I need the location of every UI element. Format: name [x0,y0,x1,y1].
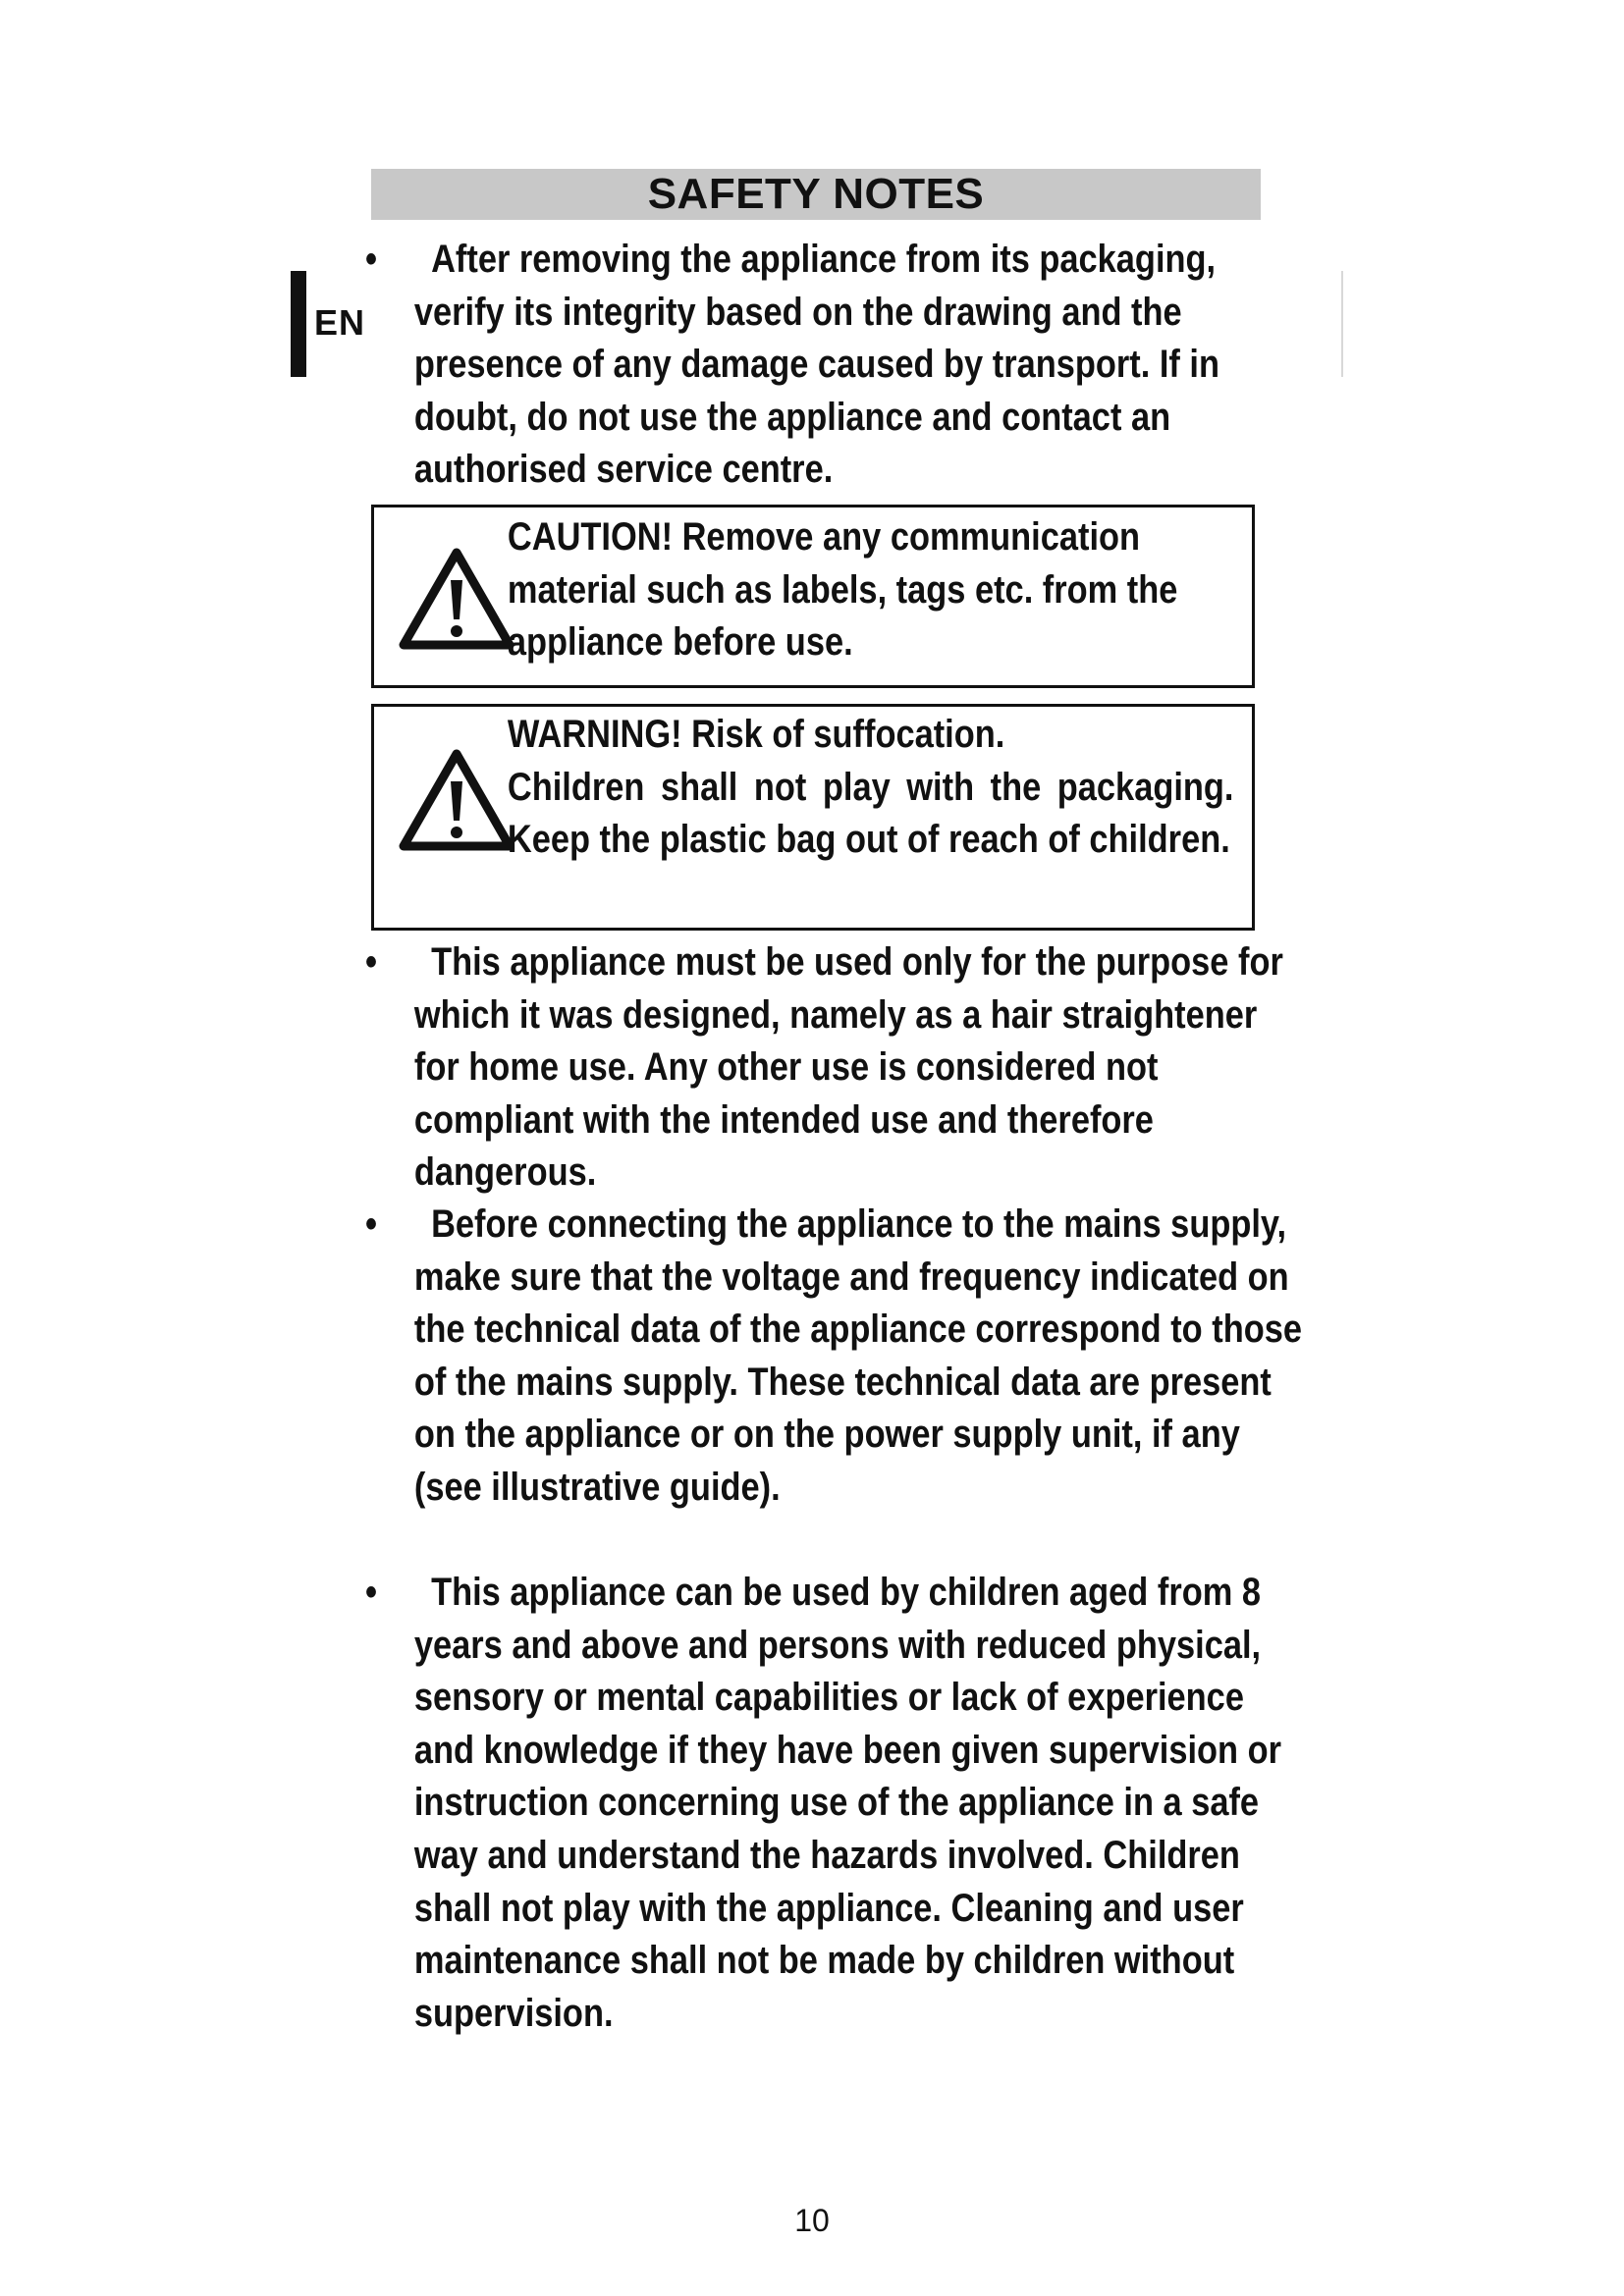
caution-box [371,505,1255,688]
list-item [365,936,1309,1199]
list-item-text: This appliance can be used by children aged from 8 years and above and persons with reduced physical, sensory or mental capabilities or lack of experience and knowledge if they have been given supervision or instruction concerning use of the appliance in a safe way and understand the hazards involved. Children shall not play with the appliance. Cleaning and user maintenance shall not be made by children without supervision. [413,1571,1282,2035]
warning-text: Children shall not play with the packaging. Keep the plastic bag out of reach of children. [507,765,1234,862]
language-label: EN [314,302,366,343]
bullet-marker: • [365,1571,378,1614]
list-item [365,234,1309,505]
bullet-marker: • [365,940,378,984]
section-title-bar [371,169,1261,220]
warning-box [371,704,1255,931]
bullet-marker: • [365,238,378,281]
language-tab-marker [291,271,306,377]
page-number: 10 [794,2203,830,2238]
warning-heading: WARNING! Risk of suffocation. [507,713,1005,756]
list-item-text: Before connecting the appliance to the mains supply, make sure that the voltage and frequency indicated on the technical data of the appliance correspond to those of the mains supply. These technical data are present on the appliance or on the power supply unit, if any (see illustrative guide). [413,1202,1302,1509]
caution-text: CAUTION! Remove any communication material such as labels, tags etc. from the appliance before use. [507,515,1178,665]
list-item [365,1567,1309,2040]
list-item [365,1199,1309,1567]
warning-text-block [374,707,1240,867]
list-item-text: This appliance must be used only for the purpose for which it was designed, namely as a hair straightener for home use. Any other use is considered not compliant with the intended use and therefore dangerous. [413,940,1283,1195]
list-item-text: After removing the appliance from its packaging, verify its integrity based on the drawing and the presence of any damage caused by transport. If in doubt, do not use the appliance and contact an authorised service centre. [413,238,1219,492]
page-title: SAFETY NOTES [647,170,985,218]
safety-notes-content [365,234,1302,2040]
margin-rule [1341,271,1343,377]
bullet-marker: • [365,1202,378,1246]
